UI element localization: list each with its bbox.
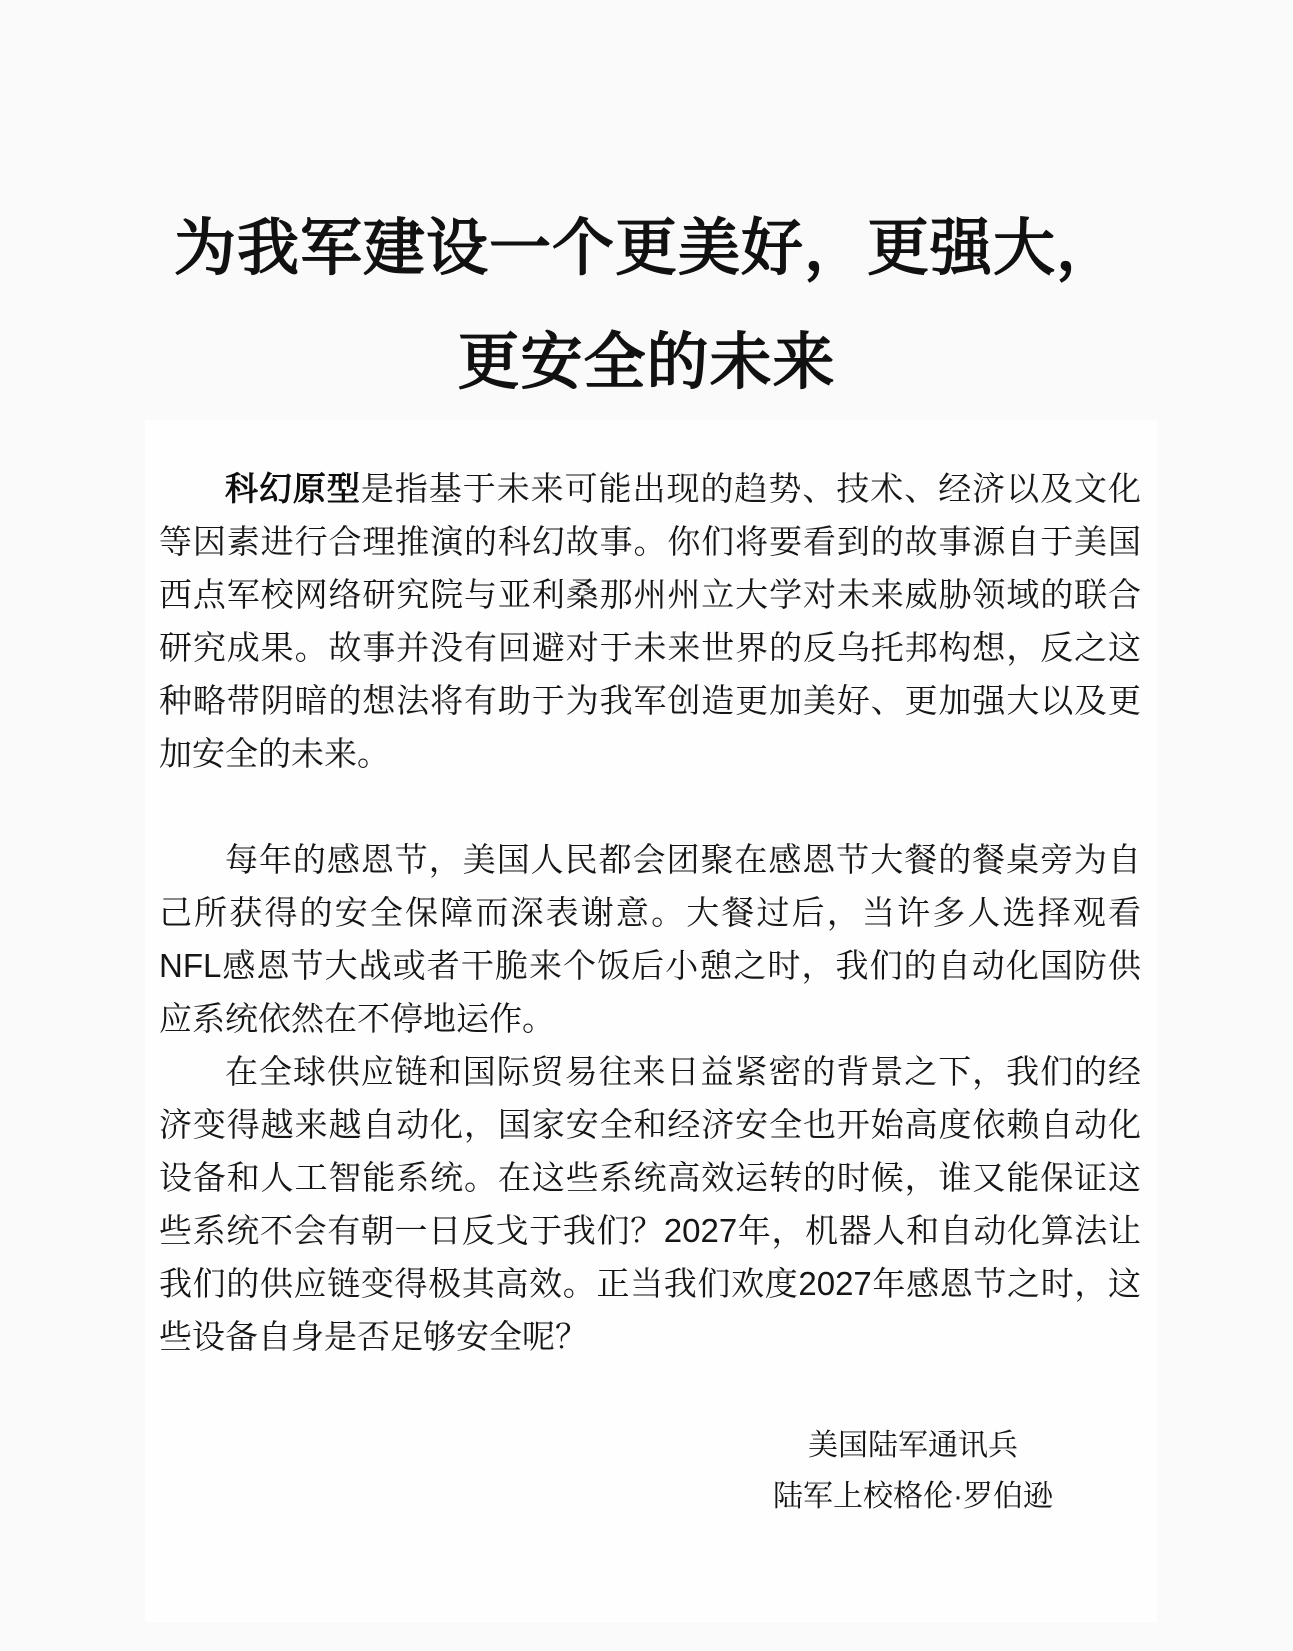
paragraph-lead-term: 科幻原型 bbox=[225, 470, 361, 507]
signature-org: 美国陆军通讯兵 bbox=[808, 1429, 1018, 1462]
signature-block bbox=[773, 1420, 1053, 1522]
page-title-line-2: 更安全的未来 bbox=[457, 327, 836, 397]
paragraph-supply-chain bbox=[159, 1045, 1141, 1363]
page-title bbox=[0, 192, 1293, 420]
page-title-line-1: 为我军建设一个更美好，更强大， bbox=[173, 213, 1119, 283]
paragraph-text: 是指基于未来可能出现的趋势、技术、经济以及文化等因素进行合理推演的科幻故事。你们将要看到的故事源自于美国西点军校网络研究院与亚利桑那州州立大学对未来威胁领域的联合研究成果。故事并没有回避对于未来世界的反乌托邦构想，反之这种略带阴暗的想法将有助于为我军创造更加美好、更加强大以及更加安全的未来。 bbox=[159, 470, 1142, 772]
paragraph-thanksgiving bbox=[159, 833, 1141, 1045]
signature-author: 陆军上校格伦·罗伯逊 bbox=[773, 1480, 1053, 1513]
paragraph-text: 在全球供应链和国际贸易往来日益紧密的背景之下，我们的经济变得越来越自动化，国家安全和经济安全也开始高度依赖自动化设备和人工智能系统。在这些系统高效运转的时候，谁又能保证这些系统不会有朝一日反戈于我们？2027年，机器人和自动化算法让我们的供应链变得极其高效。正当我们欢度2027年感恩节之时，这些设备自身是否足够安全呢？ bbox=[159, 1053, 1141, 1355]
paragraph-text: 每年的感恩节，美国人民都会团聚在感恩节大餐的餐桌旁为自己所获得的安全保障而深表谢意。大餐过后，当许多人选择观看NFL感恩节大战或者干脆来个饭后小憩之时，我们的自动化国防供应系统依然在不停地运作。 bbox=[159, 841, 1141, 1037]
paragraph-sci-fi-prototype bbox=[159, 462, 1141, 780]
article-card bbox=[145, 420, 1157, 1622]
